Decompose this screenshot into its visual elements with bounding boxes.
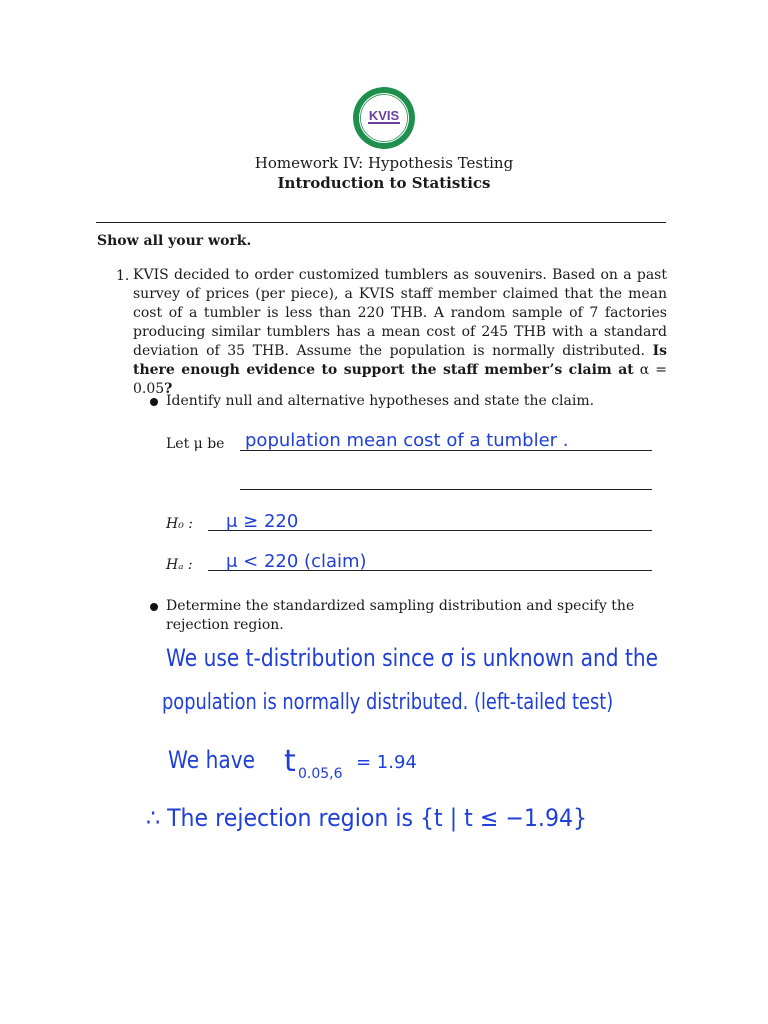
ha-label: Hₐ : (166, 557, 193, 573)
answer-t-symbol: t (284, 744, 296, 779)
answer-line-1: We use t-distribution since σ is unknown and the (166, 644, 659, 672)
header-divider (96, 222, 666, 223)
document-title: Homework IV: Hypothesis Testing (254, 154, 514, 172)
part2-prompt: Determine the standardized sampling distribution and specify the rejection region. (166, 598, 635, 633)
h0-label: H₀ : (166, 516, 193, 532)
part1-prompt: Identify null and alternative hypotheses and state the claim. (166, 393, 595, 409)
question-alpha: α = 0.05 (133, 362, 667, 397)
answer-line-4: ∴ The rejection region is {t | t ≤ −1.94} (146, 804, 588, 832)
answer-line-2: population is normally distributed. (left-tailed test) (162, 690, 614, 715)
answer-t-subscript: 0.05,6 (298, 766, 343, 782)
question-body: KVIS decided to order customized tumblers as souvenirs. Based on a past survey of prices (per piece), a KVIS staff member claimed that the mean cost of a tumbler is less than 220 THB. A random sample of 7 factories producing similar tumblers has a mean cost of 245 THB with a standard deviation of 35 THB. Assume the population is normally distributed. (133, 267, 667, 359)
answer-line-3-prefix: We have (168, 746, 256, 774)
mu-answer-line-2 (240, 489, 652, 490)
let-mu-label: Let μ be (166, 436, 225, 452)
course-title: Introduction to Statistics (277, 174, 491, 192)
question-emphasis: Is there enough evidence to support the staff member’s claim at (133, 343, 667, 378)
kvis-logo (352, 86, 416, 150)
question-text (133, 266, 667, 399)
question-number: 1. (116, 268, 130, 284)
ha-answer: μ < 220 (claim) (226, 551, 367, 572)
bullet-2 (150, 603, 158, 611)
bullet-1 (150, 398, 158, 406)
question-end-mark: ? (164, 381, 173, 397)
instructions: Show all your work. (97, 233, 252, 249)
logo-text: KVIS (368, 108, 400, 123)
h0-answer: μ ≥ 220 (226, 511, 299, 532)
mu-definition-answer: population mean cost of a tumbler . (245, 430, 569, 451)
answer-critical-value: = 1.94 (356, 752, 417, 773)
